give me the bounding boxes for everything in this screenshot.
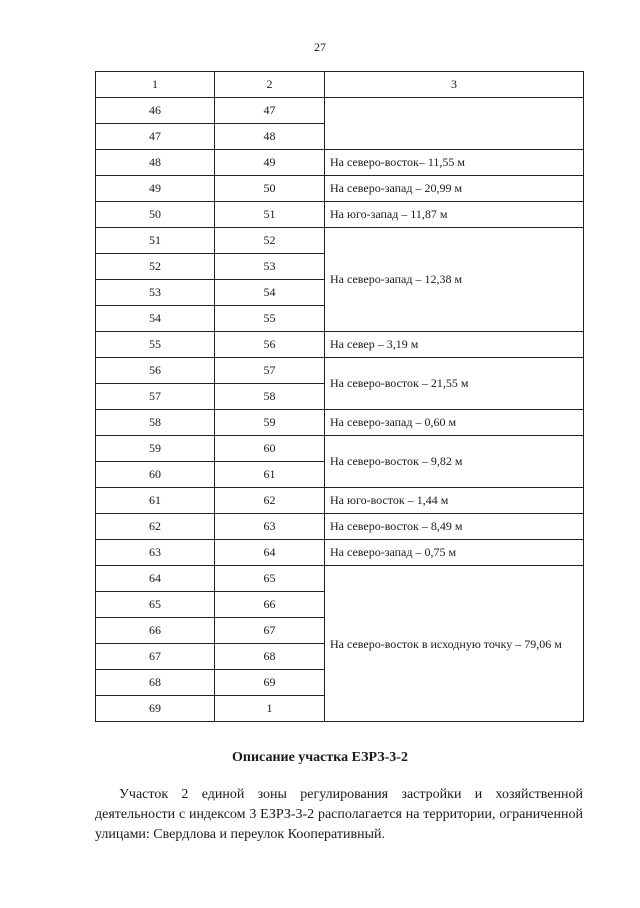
direction-cell: На север – 3,19 м bbox=[325, 332, 584, 358]
page-number: 27 bbox=[314, 40, 326, 54]
point-to-cell: 67 bbox=[215, 618, 325, 644]
point-from-cell: 62 bbox=[96, 514, 215, 540]
table-row bbox=[96, 332, 584, 358]
direction-cell: На северо-восток – 8,49 м bbox=[325, 514, 584, 540]
point-to-cell: 65 bbox=[215, 566, 325, 592]
point-to-cell: 57 bbox=[215, 358, 325, 384]
point-to-cell: 61 bbox=[215, 462, 325, 488]
table-row bbox=[96, 514, 584, 540]
point-from-cell: 60 bbox=[96, 462, 215, 488]
point-to-cell: 52 bbox=[215, 228, 325, 254]
point-to-cell: 55 bbox=[215, 306, 325, 332]
table-row bbox=[96, 150, 584, 176]
table-row bbox=[96, 98, 584, 124]
point-from-cell: 61 bbox=[96, 488, 215, 514]
point-from-cell: 48 bbox=[96, 150, 215, 176]
direction-cell bbox=[325, 98, 584, 150]
table-row bbox=[96, 540, 584, 566]
point-from-cell: 65 bbox=[96, 592, 215, 618]
point-to-cell: 1 bbox=[215, 696, 325, 722]
column-header-2: 2 bbox=[215, 72, 325, 98]
point-from-cell: 56 bbox=[96, 358, 215, 384]
point-from-cell: 68 bbox=[96, 670, 215, 696]
column-header-3: 3 bbox=[325, 72, 584, 98]
point-to-cell: 68 bbox=[215, 644, 325, 670]
point-from-cell: 58 bbox=[96, 410, 215, 436]
table-header-row bbox=[96, 72, 584, 98]
point-to-cell: 66 bbox=[215, 592, 325, 618]
point-from-cell: 69 bbox=[96, 696, 215, 722]
section-heading: Описание участка ЕЗРЗ-3-2 bbox=[232, 750, 408, 765]
point-to-cell: 54 bbox=[215, 280, 325, 306]
direction-cell: На северо-запад – 20,99 м bbox=[325, 176, 584, 202]
point-to-cell: 60 bbox=[215, 436, 325, 462]
point-to-cell: 64 bbox=[215, 540, 325, 566]
point-from-cell: 50 bbox=[96, 202, 215, 228]
direction-cell: На северо-восток в исходную точку – 79,06 м bbox=[325, 566, 584, 722]
direction-cell: На северо-восток – 21,55 м bbox=[325, 358, 584, 410]
boundary-table bbox=[95, 71, 584, 722]
direction-cell: На северо-запад – 0,75 м bbox=[325, 540, 584, 566]
point-to-cell: 47 bbox=[215, 98, 325, 124]
table-body bbox=[96, 98, 584, 722]
table-row bbox=[96, 202, 584, 228]
point-to-cell: 56 bbox=[215, 332, 325, 358]
direction-cell: На северо-восток– 11,55 м bbox=[325, 150, 584, 176]
table-row bbox=[96, 436, 584, 462]
point-to-cell: 58 bbox=[215, 384, 325, 410]
section-paragraph: Участок 2 единой зоны регулирования застройки и хозяйственной деятельности с индексом 3 ЕЗРЗ-3-2 располагается на территории, ограниченной улицами: Свердлова и переулок Кооперативный. bbox=[95, 787, 583, 842]
column-header-1: 1 bbox=[96, 72, 215, 98]
point-from-cell: 66 bbox=[96, 618, 215, 644]
table-row bbox=[96, 410, 584, 436]
point-to-cell: 49 bbox=[215, 150, 325, 176]
table-row bbox=[96, 228, 584, 254]
point-from-cell: 51 bbox=[96, 228, 215, 254]
point-from-cell: 59 bbox=[96, 436, 215, 462]
direction-cell: На юго-восток – 1,44 м bbox=[325, 488, 584, 514]
point-to-cell: 53 bbox=[215, 254, 325, 280]
direction-cell: На северо-восток – 9,82 м bbox=[325, 436, 584, 488]
point-to-cell: 48 bbox=[215, 124, 325, 150]
point-from-cell: 57 bbox=[96, 384, 215, 410]
point-from-cell: 55 bbox=[96, 332, 215, 358]
table-row bbox=[96, 176, 584, 202]
point-to-cell: 51 bbox=[215, 202, 325, 228]
point-from-cell: 52 bbox=[96, 254, 215, 280]
point-from-cell: 47 bbox=[96, 124, 215, 150]
point-to-cell: 59 bbox=[215, 410, 325, 436]
direction-cell: На северо-запад – 12,38 м bbox=[325, 228, 584, 332]
point-from-cell: 49 bbox=[96, 176, 215, 202]
point-from-cell: 67 bbox=[96, 644, 215, 670]
point-from-cell: 63 bbox=[96, 540, 215, 566]
point-to-cell: 50 bbox=[215, 176, 325, 202]
point-to-cell: 69 bbox=[215, 670, 325, 696]
point-from-cell: 46 bbox=[96, 98, 215, 124]
table-row bbox=[96, 488, 584, 514]
table-row bbox=[96, 566, 584, 592]
point-to-cell: 62 bbox=[215, 488, 325, 514]
point-to-cell: 63 bbox=[215, 514, 325, 540]
point-from-cell: 53 bbox=[96, 280, 215, 306]
table-row bbox=[96, 358, 584, 384]
point-from-cell: 64 bbox=[96, 566, 215, 592]
direction-cell: На юго-запад – 11,87 м bbox=[325, 202, 584, 228]
direction-cell: На северо-запад – 0,60 м bbox=[325, 410, 584, 436]
point-from-cell: 54 bbox=[96, 306, 215, 332]
